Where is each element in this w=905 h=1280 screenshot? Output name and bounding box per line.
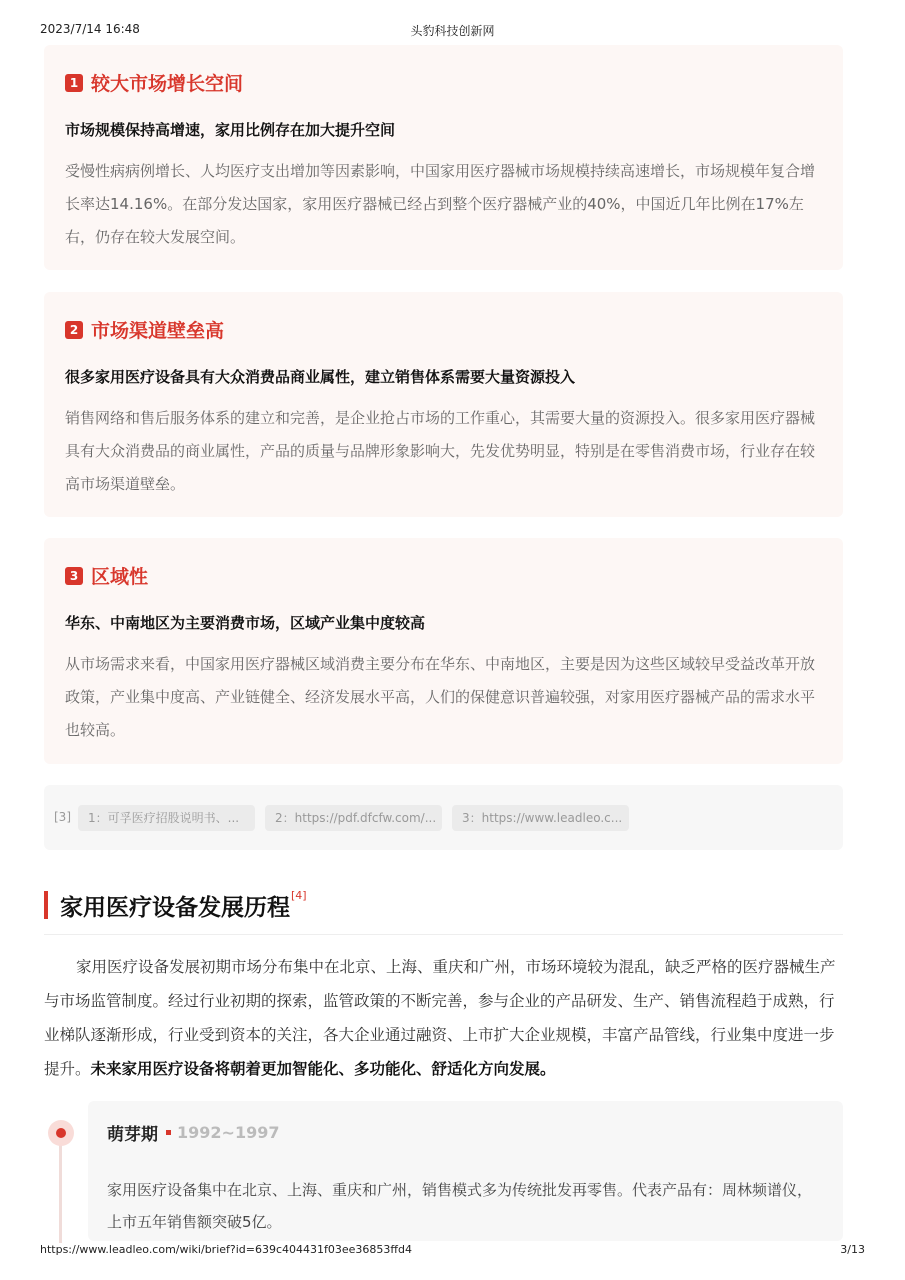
stage-title — [107, 1120, 279, 1145]
section-intro — [44, 950, 843, 1086]
heading-accent-bar — [44, 891, 48, 919]
timeline-dot-icon — [48, 1120, 74, 1146]
number-badge: 1 — [65, 74, 83, 92]
print-url: https://www.leadleo.com/wiki/brief?id=639c404431f03ee36853ffd4 — [40, 1243, 412, 1256]
card-body: 从市场需求来看，中国家用医疗器械区域消费主要分布在华东、中南地区，主要是因为这些区域较早受益改革开放政策，产业集中度高、产业链健全、经济发展水平高，人们的保健意识普遍较强，对家用医疗器械产品的需求水平也较高。 — [65, 655, 816, 739]
reference-link-2[interactable]: 2：https://pdf.dfcfw.com/... — [265, 805, 442, 831]
intro-text: 家用医疗设备发展初期市场分布集中在北京、上海、重庆和广州，市场环境较为混乱，缺乏严格的医疗器械生产与市场监管制度。经过行业初期的探索，监管政策的不断完善，参与企业的产品研发、生产、销售流程趋于成熟，行业梯队逐渐形成，行业受到资本的关注，各大企业通过融资、上市扩大企业规模，丰富产品管线，行业集中度进一步提升。 — [44, 958, 836, 1078]
reference-link-1[interactable]: 1：可孚医疗招股说明书、... — [78, 805, 255, 831]
feature-card-1 — [44, 45, 843, 270]
section-title: 家用医疗设备发展历程 — [60, 894, 290, 921]
intro-highlight: 未来家用医疗设备将朝着更加智能化、多功能化、舒适化方向发展。 — [90, 1060, 556, 1078]
section-reference-link[interactable]: [4] — [291, 888, 307, 902]
card-subtitle: 华东、中南地区为主要消费市场，区域产业集中度较高 — [65, 614, 426, 632]
feature-card-3 — [44, 538, 843, 764]
timeline-stage-card — [88, 1101, 843, 1241]
card-body: 销售网络和售后服务体系的建立和完善，是企业抢占市场的工作重心，其需要大量的资源投入。很多家用医疗器械具有大众消费品的商业属性，产品的质量与品牌形象影响大，先发优势明显，特别是在零售消费市场，行业存在较高市场渠道壁垒。 — [65, 409, 816, 493]
number-badge: 2 — [65, 321, 83, 339]
number-badge: 3 — [65, 567, 83, 585]
reference-link-3[interactable]: 3：https://www.leadleo.c... — [452, 805, 629, 831]
card-title-text: 区域性 — [91, 566, 149, 588]
print-datetime: 2023/7/14 16:48 — [40, 22, 140, 36]
divider — [44, 934, 843, 935]
card-title — [65, 562, 148, 589]
card-title — [65, 69, 243, 96]
timeline-line — [59, 1143, 62, 1243]
stage-separator — [166, 1130, 171, 1135]
card-subtitle: 很多家用医疗设备具有大众消费品商业属性，建立销售体系需要大量资源投入 — [65, 368, 576, 386]
card-title — [65, 316, 224, 343]
print-header — [40, 22, 865, 38]
page-number: 3/13 — [840, 1243, 865, 1256]
card-body: 受慢性病病例增长、人均医疗支出增加等因素影响，中国家用医疗器械市场规模持续高速增长，市场规模年复合增长率达14.16%。在部分发达国家，家用医疗器械已经占到整个医疗器械产业的40%，中国近几年比例在17%左右，仍存在较大发展空间。 — [65, 162, 816, 246]
card-title-text: 市场渠道壁垒高 — [91, 320, 225, 342]
stage-years: 1992~1997 — [177, 1123, 280, 1142]
reference-bar — [44, 785, 843, 850]
card-title-text: 较大市场增长空间 — [91, 73, 244, 95]
stage-body: 家用医疗设备集中在北京、上海、重庆和广州，销售模式多为传统批发再零售。代表产品有：周林频谱仪，上市五年销售额突破5亿。 — [107, 1181, 813, 1231]
card-subtitle: 市场规模保持高增速，家用比例存在加大提升空间 — [65, 121, 396, 139]
print-site-name: 头豹科技创新网 — [410, 24, 495, 38]
reference-label: [3] — [54, 810, 71, 824]
print-footer — [40, 1243, 865, 1259]
stage-name: 萌芽期 — [107, 1125, 158, 1145]
section-heading — [44, 889, 307, 921]
feature-card-2 — [44, 292, 843, 517]
